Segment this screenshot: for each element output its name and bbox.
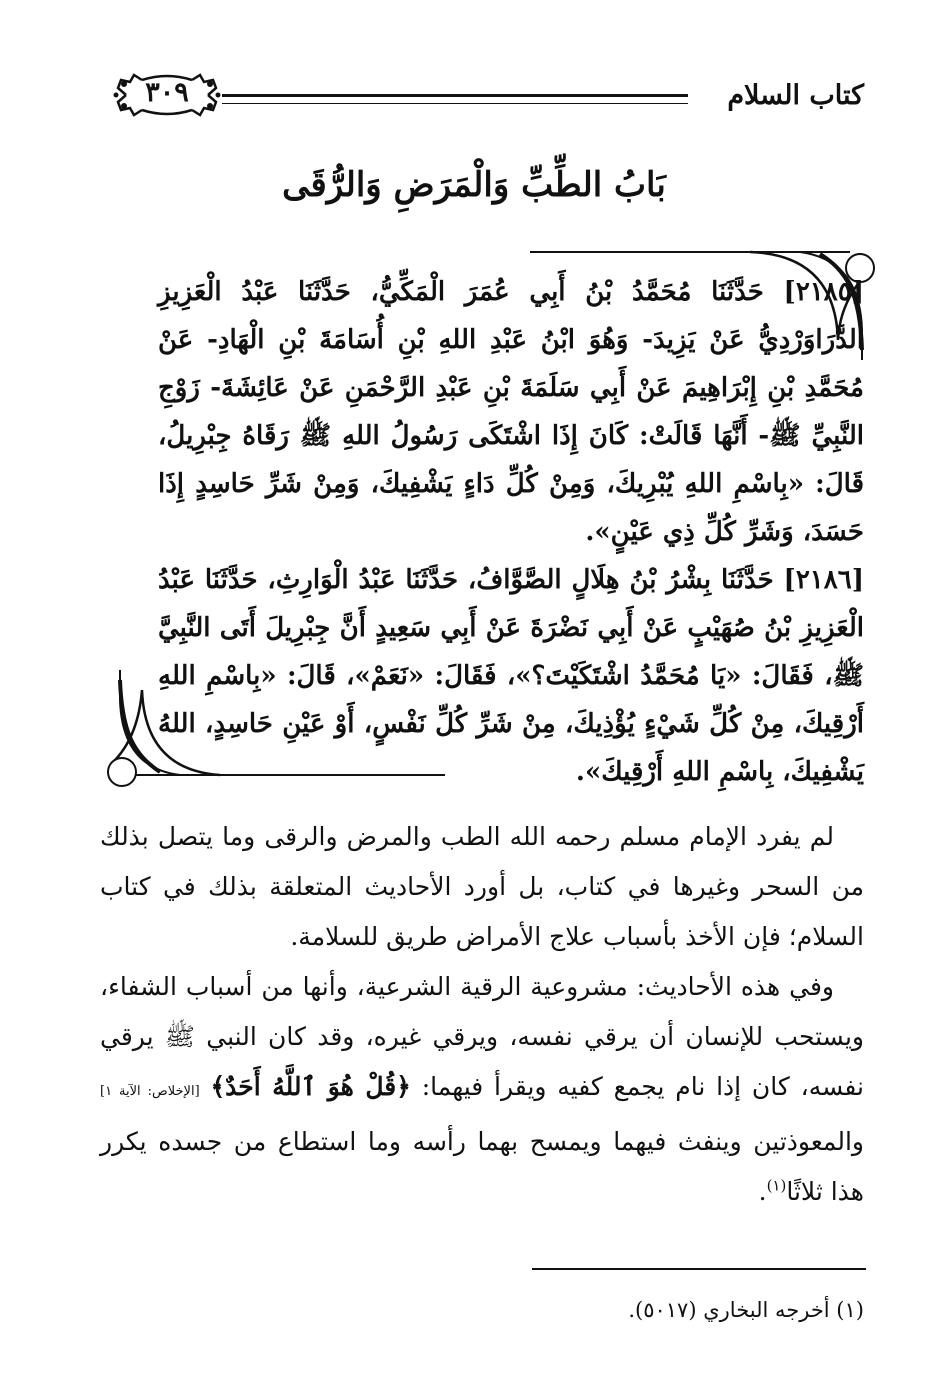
- footnote-marker[interactable]: (١): [766, 1176, 787, 1195]
- quran-reference: [الإخلاص: الآية ١]: [100, 1084, 200, 1099]
- commentary-text: والمعوذتين وينفث فيهما ويمسح بهما رأسه وما استطاع من جسده يكرر هذا ثلاثًا: [100, 1127, 864, 1206]
- hadith-2186: [٢١٨٦] حَدَّثَنَا بِشْرُ بْنُ هِلَالٍ الصَّوَّافُ، حَدَّثَنَا عَبْدُ الْوَارِثِ، حَدَّثَنَا عَبْدُ الْعَزِيزِ بْنُ صُهَيْبٍ عَنْ أَبِي نَضْرَةَ عَنْ أَبِي سَعِيدٍ أَنَّ جِبْرِيلَ أَتَى النَّبِيَّ ﷺ، فَقَالَ: «يَا مُحَمَّدُ اشْتَكَيْتَ؟»، فَقَالَ: «نَعَمْ»، قَالَ: «بِاسْمِ اللهِ أَرْقِيكَ، مِنْ كُلِّ شَيْءٍ يُؤْذِيكَ، مِنْ شَرِّ كُلِّ نَفْسٍ، أَوْ عَيْنِ حَاسِدٍ، اللهُ يَشْفِيكَ، بِاسْمِ اللهِ أَرْقِيكَ».: [158, 565, 864, 787]
- commentary-paragraph-1: لم يفرد الإمام مسلم رحمه الله الطب والمرض والرقى وما يتصل بذلك من السحر وغيرها في كتاب، بل أورد الأحاديث المتعلقة بذلك في كتاب السلام؛ فإن الأخذ بأسباب علاج الأمراض طريق للسلامة.: [100, 822, 864, 951]
- page-number: ٣٠٩: [145, 77, 189, 108]
- quran-verse: ﴿قُلْ هُوَ ٱللَّهُ أَحَدٌ﴾: [210, 1072, 411, 1101]
- header-rule: [222, 94, 688, 104]
- page-number-ornament: [112, 66, 222, 124]
- hadith-block: [158, 268, 864, 796]
- commentary-text: وفي هذه الأحاديث: مشروعية الرقية الشرعية، وأنها من أسباب الشفاء، ويستحب للإنسان أن يرقي نفسه، ويرقي غيره، وقد كان النبي ﷺ يرقي نفسه، كان إذا نام يجمع كفيه ويقرأ فيهما:: [100, 972, 864, 1101]
- footnote-separator: [532, 1268, 866, 1270]
- commentary: [100, 812, 864, 1217]
- commentary-end: .: [758, 1177, 767, 1206]
- chapter-heading: بَابُ الطِّبِّ وَالْمَرَضِ وَالرُّقَى: [282, 165, 666, 205]
- running-title: كتاب السلام: [727, 80, 864, 111]
- footnote-1: (١) أخرجه البخاري (٥٠١٧).: [628, 1298, 864, 1322]
- hadith-2185: [٢١٨٥] حَدَّثَنَا مُحَمَّدُ بْنُ أَبِي عُمَرَ الْمَكِّيُّ، حَدَّثَنَا عَبْدُ الْعَزِيزِ الدَّرَاوَرْدِيُّ عَنْ يَزِيدَ- وَهُوَ ابْنُ عَبْدِ اللهِ بْنِ أُسَامَةَ بْنِ الْهَادِ- عَنْ مُحَمَّدِ بْنِ إِبْرَاهِيمَ عَنْ أَبِي سَلَمَةَ بْنِ عَبْدِ الرَّحْمَنِ عَنْ عَائِشَةَ- زَوْجِ النَّبِيِّ ﷺ- أَنَّهَا قَالَتْ: كَانَ إِذَا اشْتَكَى رَسُولُ اللهِ ﷺ رَقَاهُ جِبْرِيلُ، قَالَ: «بِاسْمِ اللهِ يُبْرِيكَ، وَمِنْ كُلِّ دَاءٍ يَشْفِيكَ، وَمِنْ شَرِّ حَاسِدٍ إِذَا حَسَدَ، وَشَرِّ كُلِّ ذِي عَيْنٍ».: [158, 277, 864, 547]
- commentary-paragraph-2: [100, 962, 864, 1217]
